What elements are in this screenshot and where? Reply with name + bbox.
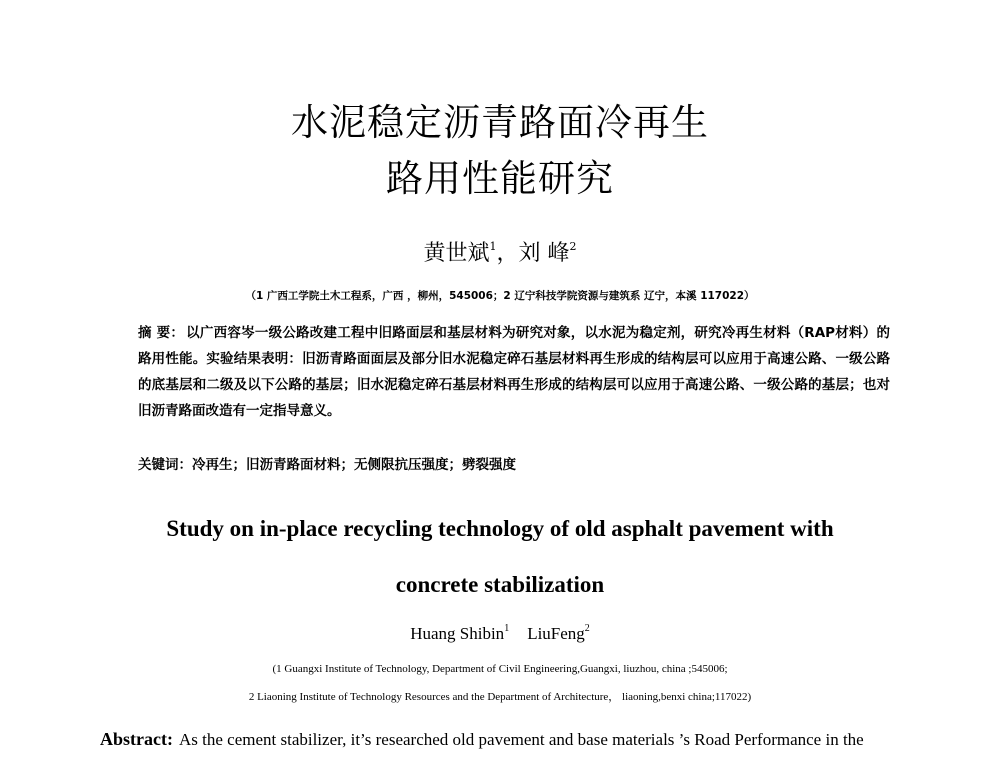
authors-cn — [0, 241, 1000, 265]
affiliation-en-line-1: (1 Guangxi Institute of Technology, Department of Civil Engineering,Guangxi, liuzhou, china ;545006; — [272, 663, 728, 675]
affiliation-en-line-2: 2 Liaoning Institute of Technology Resources and the Department of Architecture， liaoning,benxi china;117022) — [248, 691, 752, 703]
author-en-1-affil-mark: 1 — [504, 623, 510, 634]
author-en-2-affil-mark: 2 — [584, 623, 590, 634]
keywords-cn-text: 冷再生；旧沥青路面材料；无侧限抗压强度；劈裂强度 — [192, 457, 516, 473]
author-cn-1: 黄世斌 — [423, 241, 490, 266]
title-en-line-2: concrete stabilization — [395, 572, 605, 597]
title-cn-line-1: 水泥稳定沥青路面冷再生 — [291, 101, 709, 144]
abstract-en-label: Abstract: — [100, 729, 173, 749]
author-cn-2-affil-mark: 2 — [569, 240, 577, 253]
title-en-line-1: Study on in-place recycling technology of old asphalt pavement with — [166, 516, 834, 541]
author-en-1: Huang Shibin — [410, 624, 505, 643]
authors-en — [0, 624, 1000, 642]
author-cn-separator: ， — [496, 241, 519, 266]
title-cn-line-2: 路用性能研究 — [386, 157, 614, 200]
keywords-cn — [138, 455, 890, 475]
abstract-cn-label: 摘 要： — [138, 325, 185, 341]
author-en-2: LiuFeng — [527, 624, 585, 643]
abstract-cn — [138, 320, 890, 424]
keywords-cn-label: 关键词： — [138, 457, 192, 473]
abstract-en-text: As the cement stabilizer, it’s researched old pavement and base materials ’s Road Performance in the — [178, 730, 864, 749]
author-cn-1-affil-mark: 1 — [489, 240, 497, 253]
abstract-en — [100, 729, 940, 751]
abstract-cn-text: 以广西容岑一级公路改建工程中旧路面层和基层材料为研究对象，以水泥为稳定剂，研究冷再生材料（RAP材料）的路用性能。实验结果表明：旧沥青路面面层及部分旧水泥稳定碎石基层材料再生形成的结构层可以应用于高速公路、一级公路的底基层和二级及以下公路的基层；旧水泥稳定碎石基层材料再生形成的结构层可以应用于高速公路、一级公路的基层；也对旧沥青路面改造有一定指导意义。 — [138, 325, 890, 419]
author-cn-2: 刘 峰 — [518, 241, 570, 266]
affiliations-cn: （1 广西工学院土木工程系，广西 ，柳州，545006；2 辽宁科技学院资源与建筑系 辽宁，本溪 117022） — [245, 290, 755, 302]
